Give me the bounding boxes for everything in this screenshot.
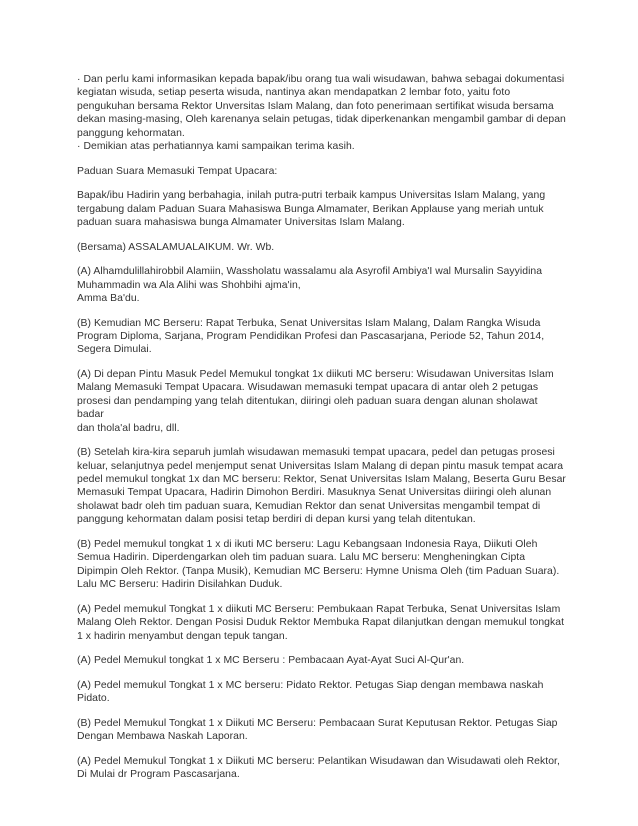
paragraph-pembukaan-rapat: (A) Pedel memukul Tongkat 1 x diikuti MC Berseru: Pembukaan Rapat Terbuka, Senat Universitas Islam Malang Oleh Rektor. Dengan Posisi Duduk Rektor Membuka Rapat dilanjutkan dengan memukul tongkat 1 x hadirin menyambut dengan tepuk tangan. xyxy=(77,603,565,642)
section-heading-paduan-suara: Paduan Suara Memasuki Tempat Upacara: xyxy=(77,165,278,177)
paragraph-senat-masuk: (B) Setelah kira-kira separuh jumlah wisudawan memasuki tempat upacara, pedel dan petugas prosesi keluar, selanjutnya pedel menjemput senat Universitas Islam Malang di depan pintu masuk tempat acara pedel memukul tongkat 1x dan MC berseru: Rektor, Senat Universitas Islam Malang, Beserta Guru Besar Memasuki Tempat Upacara, Hadirin Dimohon Berdiri. Masuknya Senat Universitas diiringi oleh alunan sholawat badr oleh tim paduan suara, Kemudian Rektor dan senat Universitas mengambil tempat di panggung kehormatan dalam posisi tetap berdiri di depan kursi yang telah ditentukan. xyxy=(77,447,566,526)
paragraph-salam: (Bersama) ASSALAMUALAIKUM. Wr. Wb. xyxy=(77,241,275,253)
paragraph-paduan-suara-intro: Bapak/ibu Hadirin yang berbahagia, inilah putra-putri terbaik kampus Universitas Islam Malang, yang tergabung dalam Paduan Suara Mahasiswa Bunga Almamater, Berikan Applause yang meriah untuk paduan suara mahasiswa bunga Almamater Universitas Islam Malang. xyxy=(77,190,546,229)
paragraph-ayat-suci: (A) Pedel Memukul tongkat 1 x MC Berseru : Pembacaan Ayat-Ayat Suci Al-Qur'an. xyxy=(77,655,465,667)
paragraph-terima-kasih: · Demikian atas perhatiannya kami sampaikan terima kasih. xyxy=(77,141,355,153)
paragraph-dokumentasi-info: · Dan perlu kami informasikan kepada bapak/ibu orang tua wali wisudawan, bahwa sebagai dokumentasi kegiatan wisuda, setiap peserta wisuda, nantinya akan mendapatkan 2 lembar foto, yaitu foto pengukuhan bersama Rektor Unversitas Islam Malang, dan foto penerimaan sertifikat wisuda bersama dekan masing-masing, Oleh karenanya selain petugas, tidak diperkenankan mengambil gambar di depan panggung kehormatan. xyxy=(77,74,566,139)
paragraph-lagu-kebangsaan: (B) Pedel memukul tongkat 1 x di ikuti MC berseru: Lagu Kebangsaan Indonesia Raya, Diikuti Oleh Semua Hadirin. Diperdengarkan oleh tim paduan suara. Lalu MC berseru: Mengheningkan Cipta Dipimpin Oleh Rektor. (Tanpa Musik), Kemudian MC Berseru: Hymne Unisma Oleh (tim Paduan Suara). Lalu MC Berseru: Hadirin Disilahkan Duduk. xyxy=(77,538,560,591)
paragraph-wisudawan-masuk: (A) Di depan Pintu Masuk Pedel Memukul tongkat 1x diikuti MC berseru: Wisudawan Universitas Islam Malang Memasuki Tempat Upacara. Wisudawan memasuki tempat upacara di antar oleh 2 petugas prosesi dan pendamping yang telah ditentukan, diiringi oleh paduan suara dengan alunan sholawat badar dan thola'al badru, dll. xyxy=(77,369,554,434)
document-body xyxy=(77,73,567,793)
paragraph-alhamdulillah: (A) Alhamdulillahirobbil Alamiin, Wassholatu wassalamu ala Asyrofil Ambiya'I wal Mursalin Sayyidina Muhammadin wa Ala Alihi was Shohbihi ajma'in, Amma Ba'du. xyxy=(77,266,543,305)
paragraph-rapat-dimulai: (B) Kemudian MC Berseru: Rapat Terbuka, Senat Universitas Islam Malang, Dalam Rangka Wisuda Program Diploma, Sarjana, Program Pendidikan Profesi dan Pascasarjana, Periode 52, Tahun 2014, Segera Dimulai. xyxy=(77,317,545,356)
paragraph-pelantikan: (A) Pedel Memukul Tongkat 1 x Diikuti MC berseru: Pelantikan Wisudawan dan Wisudawati oleh Rektor, Di Mulai dr Program Pascasarjana. xyxy=(77,755,560,781)
paragraph-pidato-rektor: (A) Pedel memukul Tongkat 1 x MC berseru: Pidato Rektor. Petugas Siap dengan membawa naskah Pidato. xyxy=(77,679,544,705)
paragraph-surat-keputusan: (B) Pedel Memukul Tongkat 1 x Diikuti MC Berseru: Pembacaan Surat Keputusan Rektor. Petugas Siap Dengan Membawa Naskah Laporan. xyxy=(77,717,558,743)
